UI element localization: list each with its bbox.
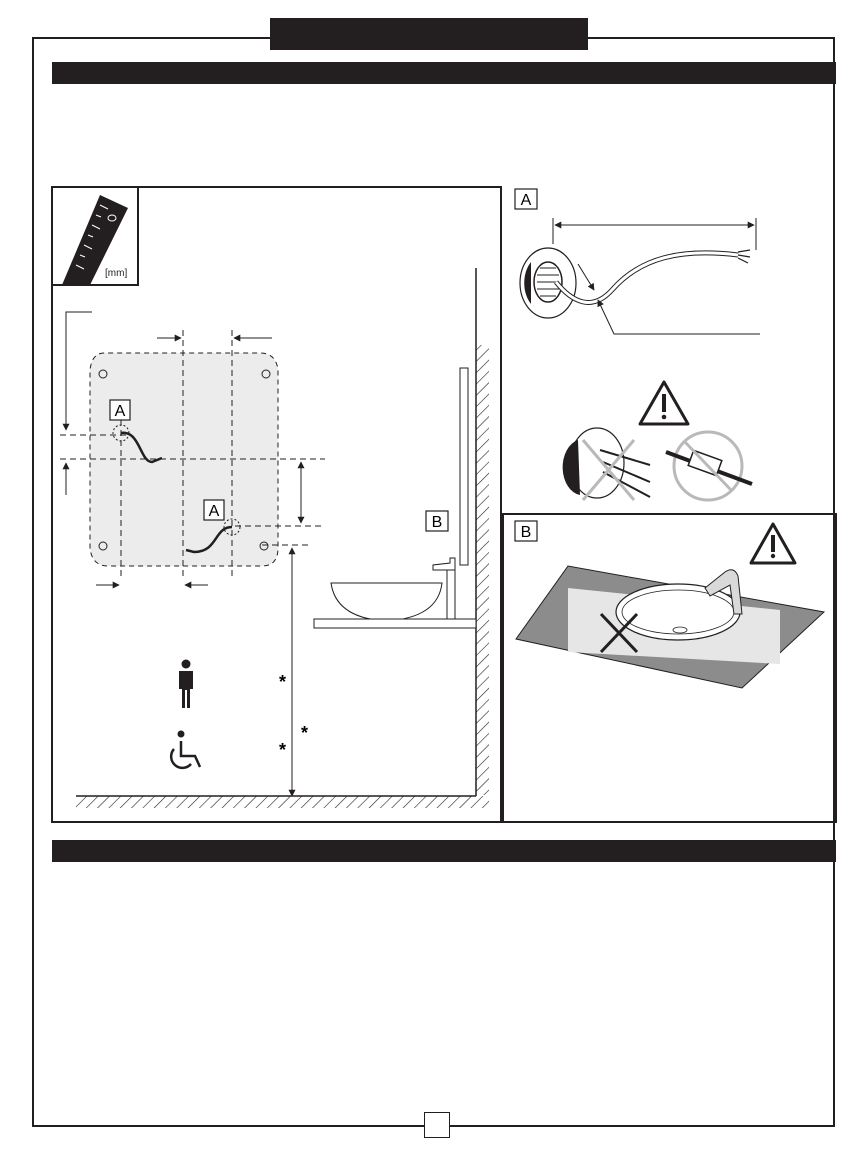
sink-callout-b-label: B [431,514,443,531]
no-cable-extension-icon [666,432,752,500]
cable-length-dimension [553,218,756,250]
wall-grommet-cable-detail [520,248,760,334]
wrong-cable-cut-icon [563,428,650,500]
page-number-box [424,1112,450,1138]
warning-icon-cable [640,382,688,424]
cable-callout-a-upper-label: A [114,403,126,420]
sink-sensor-zone-illustration [516,566,824,688]
standing-person-icon [179,660,193,709]
height-marker-side: * [301,723,309,743]
warning-icon-sink [751,524,795,563]
detail-b-title: B [520,524,532,541]
wheelchair-user-icon [171,731,200,768]
ruler-unit-label: [mm] [105,268,128,279]
height-marker-wheelchair: * [279,740,287,760]
cable-callout-a-lower-label: A [208,503,220,520]
detail-a-title: A [520,192,532,209]
height-marker-standing: * [279,672,287,692]
